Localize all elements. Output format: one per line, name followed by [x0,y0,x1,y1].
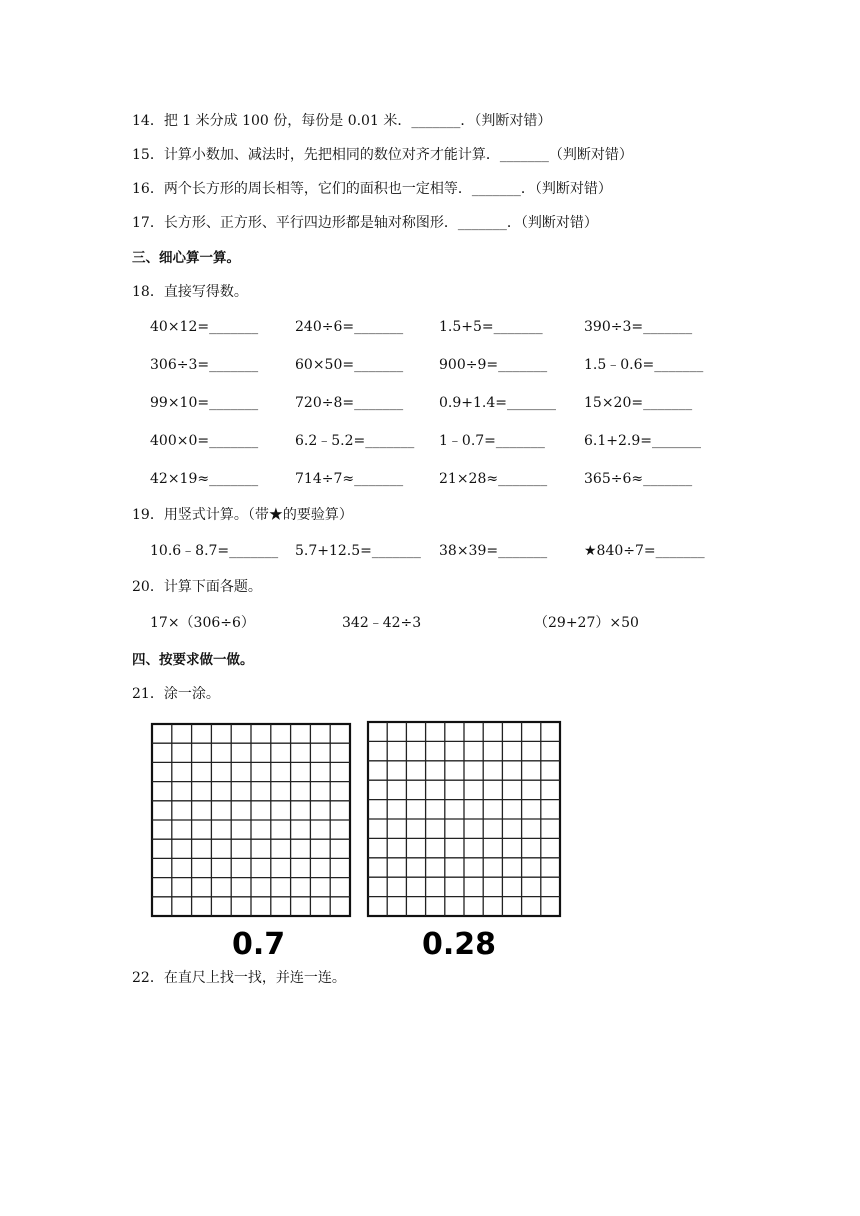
q18-item: 240÷6=_______ [295,319,404,335]
question-19-label: 19．用竖式计算。（带★的要验算） [132,507,353,523]
hundred-grid-2 [368,722,560,916]
q18-item: 720÷8=_______ [295,395,404,411]
question-22-label: 22．在直尺上找一找，并连一连。 [132,970,346,986]
question-14: 14．把 1 米分成 100 份，每份是 0.01 米．_______．（判断对错） [132,113,552,129]
q18-item: 714÷7≈_______ [295,471,404,487]
q18-item: 40×12=_______ [150,319,259,335]
q18-item: 1.5﹣0.6=_______ [584,357,704,373]
q18-item: 15×20=_______ [584,395,693,411]
q18-item: 0.9+1.4=_______ [439,395,556,411]
q18-item: 6.1+2.9=_______ [584,433,701,449]
q18-item: 99×10=_______ [150,395,259,411]
q18-item: 21×28≈_______ [439,471,548,487]
q19-item: 5.7+12.5=_______ [295,543,421,559]
q18-item: 1﹣0.7=_______ [439,433,545,449]
q18-item: 306÷3=_______ [150,357,259,373]
hundred-grid-1 [152,724,350,916]
q18-item: 60×50=_______ [295,357,404,373]
grid-label-0.7: 0.7 [232,927,286,962]
q19-item: ★840÷7=_______ [584,543,705,559]
grid-label-0.28: 0.28 [422,927,497,962]
q18-item: 6.2﹣5.2=_______ [295,433,415,449]
section-3-heading: 三、细心算一算。 [132,250,240,266]
hundred-grids [148,716,564,952]
question-15: 15．计算小数加、减法时，先把相同的数位对齐才能计算．_______（判断对错） [132,147,633,163]
q20-item: （29+27）×50 [534,615,639,631]
question-17: 17．长方形、正方形、平行四边形都是轴对称图形．_______．（判断对错） [132,215,598,231]
q20-item: 17×（306÷6） [150,615,255,631]
section-4-heading: 四、按要求做一做。 [132,652,254,668]
q19-item: 38×39=_______ [439,543,548,559]
q18-item: 365÷6≈_______ [584,471,693,487]
q18-item: 1.5+5=_______ [439,319,543,335]
q18-item: 900÷9=_______ [439,357,548,373]
question-21-label: 21．涂一涂。 [132,686,220,702]
q19-item: 10.6﹣8.7=_______ [150,543,279,559]
q18-item: 400×0=_______ [150,433,259,449]
q21-grids-figure [148,716,564,962]
question-18-label: 18．直接写得数。 [132,284,248,300]
question-16: 16．两个长方形的周长相等，它们的面积也一定相等．_______．（判断对错） [132,181,612,197]
q18-item: 42×19≈_______ [150,471,259,487]
q20-item: 342﹣42÷3 [342,615,422,631]
question-20-label: 20．计算下面各题。 [132,579,262,595]
q18-item: 390÷3=_______ [584,319,693,335]
